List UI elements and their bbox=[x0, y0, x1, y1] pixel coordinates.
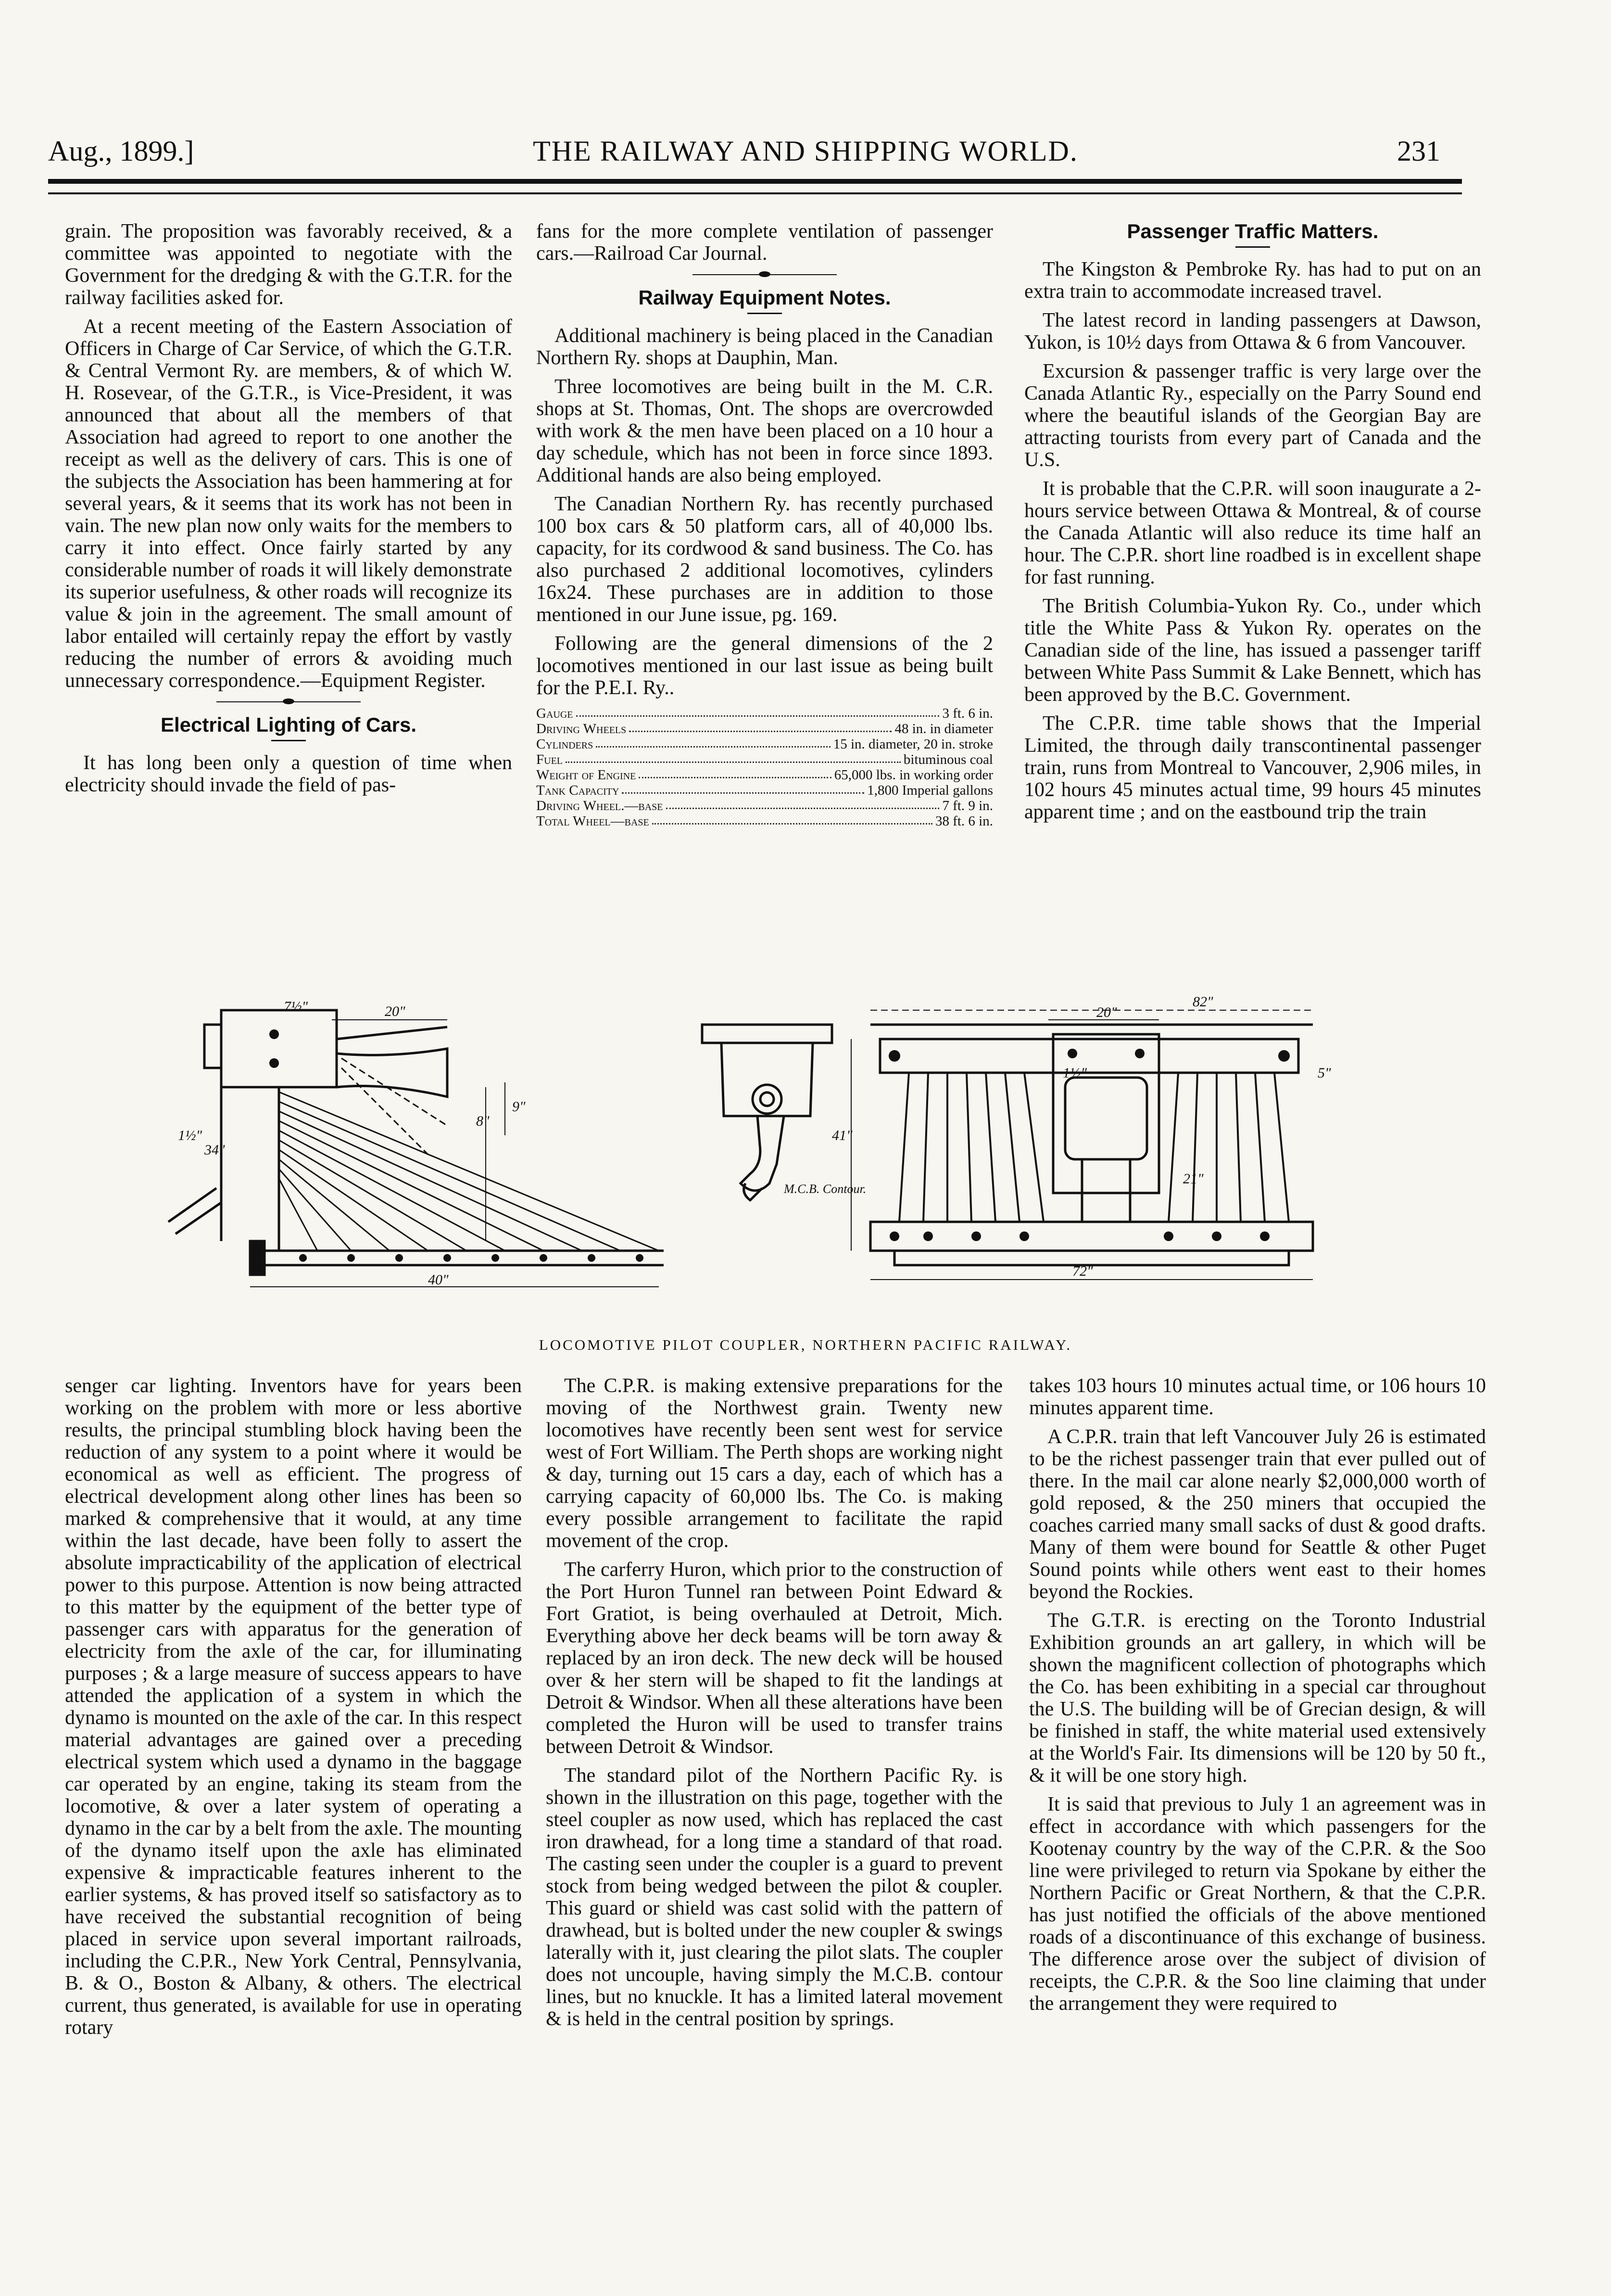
paragraph: grain. The proposition was favorably received, & a committee was appointed to negotiate with the Government for the dredging & with the G.T.R. for the railway facilities asked for. bbox=[65, 220, 512, 309]
spec-row bbox=[536, 798, 993, 813]
dim-label: 41" bbox=[832, 1128, 853, 1143]
dim-label: 8" bbox=[476, 1113, 490, 1129]
end-elevation bbox=[702, 1025, 832, 1200]
spec-value: 65,000 lbs. in working order bbox=[834, 767, 993, 783]
header-rule-thick bbox=[48, 179, 1462, 184]
spec-key: Driving Wheels bbox=[536, 721, 627, 736]
section-heading: Electrical Lighting of Cars. bbox=[160, 713, 417, 736]
paragraph: takes 103 hours 10 minutes actual time, or 106 hours 10 minutes apparent time. bbox=[1029, 1375, 1486, 1419]
spec-row bbox=[536, 813, 993, 829]
paragraph: fans for the more complete ventilation of passenger cars.—Railroad Car Journal. bbox=[536, 220, 993, 265]
column-4 bbox=[65, 1375, 522, 2045]
section-heading: Passenger Traffic Matters. bbox=[1127, 220, 1379, 242]
spec-key: Total Wheel—base bbox=[536, 813, 649, 829]
paragraph: The Kingston & Pembroke Ry. has had to put on an extra train to accommodate increased travel. bbox=[1024, 258, 1481, 303]
column-3 bbox=[1024, 220, 1481, 830]
dim-label: 40" bbox=[428, 1272, 449, 1288]
spec-key: Gauge bbox=[536, 706, 573, 721]
paragraph: Three locomotives are being built in the M. C.R. shops at St. Thomas, Ont. The shops are overcrowded with work & the men have been placed on a 10 hour a day schedule, which has not been in force since 1893. Additional hands are also being employed. bbox=[536, 376, 993, 486]
heading-dash bbox=[271, 740, 306, 741]
spec-value: 38 ft. 6 in. bbox=[935, 813, 993, 829]
spec-value: 15 in. diameter, 20 in. stroke bbox=[833, 736, 993, 752]
spec-row bbox=[536, 767, 993, 783]
dim-label: 1½" bbox=[1063, 1065, 1087, 1081]
header-date: Aug., 1899.] bbox=[48, 135, 194, 167]
paragraph: At a recent meeting of the Eastern Association of Officers in Charge of Car Service, of which the G.T.R. & Central Vermont Ry. are members, & of which W. H. Rosevear, of the G.T.R., is Vice-President, it was announced that about all the members of that Association had agreed to report to one another the receipt as well as the delivery of cars. This is one of the subjects the Association has been hammering at for several years, & it seems that its work has not been in vain. The new plan now only waits for the members to carry it into effect. Once fairly started by any considerable number of roads it will likely demonstrate its superior usefulness, & other roads will recognize its value & join in the agreement. The small amount of labor entailed will certainly repay the effort by vastly reducing the number of errors & avoiding much unnecessary correspondence.—Equipment Register. bbox=[65, 316, 512, 692]
dim-label: 1½" bbox=[178, 1128, 202, 1143]
spec-value: 1,800 Imperial gallons bbox=[867, 783, 993, 798]
dim-label: 5" bbox=[1318, 1065, 1331, 1081]
dim-label: 7½" bbox=[284, 999, 308, 1015]
spec-value: 7 ft. 9 in. bbox=[942, 798, 993, 813]
heading-dash bbox=[1235, 246, 1270, 248]
section-ornament bbox=[692, 273, 837, 276]
dim-label: 20" bbox=[385, 1003, 405, 1019]
paragraph: It is probable that the C.P.R. will soon inaugurate a 2-hours service between Ottawa & Montreal, & of course the Canada Atlantic will also reduce its time half an hour. The C.P.R. short line roadbed is in excellent shape for fast running. bbox=[1024, 478, 1481, 588]
spec-row bbox=[536, 706, 993, 721]
paragraph: Following are the general dimensions of the 2 locomotives mentioned in our last issue as being built for the P.E.I. Ry.. bbox=[536, 633, 993, 699]
paragraph: The G.T.R. is erecting on the Toronto Industrial Exhibition grounds an art gallery, in which will be shown the magnificent collection of photographs which the Co. has been exhibiting in a special car throughout the U.S. The building will be of Grecian design, & will be finished in staff, the white material used extensively at the World's Fair. Its dimensions will be 120 by 50 ft., & it will be one story high. bbox=[1029, 1610, 1486, 1787]
paragraph: Excursion & passenger traffic is very large over the Canada Atlantic Ry., especially on the Parry Sound end where the beautiful islands of the Georgian Bay are attracting tourists from every part of Canada and the U.S. bbox=[1024, 360, 1481, 471]
spec-row bbox=[536, 721, 993, 736]
column-2 bbox=[536, 220, 993, 829]
dim-label: 9" bbox=[512, 1099, 526, 1115]
heading-dash bbox=[747, 313, 782, 314]
spec-row bbox=[536, 752, 993, 767]
spec-value: 3 ft. 6 in. bbox=[942, 706, 993, 721]
paragraph: senger car lighting. Inventors have for years been working on the problem with more or less abortive results, the principal stumbling block having been the reduction of any system to a point where it would be economical as well as efficient. The progress of electrical development along other lines has been so marked & comprehensive that it would, at any time within the last decade, have been folly to assert the absolute impracticability of the application of electrical power to this purpose. Attention is now being attracted to this matter by the equipment of the better type of passenger cars with apparatus for the generation of electricity from the axle of the car, for illuminating purposes ; & a large measure of success appears to have attended the application of a system in which the dynamo is mounted on the axle of the car. In this respect material advantages are gained over a preceding electrical system which used a dynamo in the baggage car operated by an engine, taking its steam from the locomotive, & over a later system of operating a dynamo in the car by a belt from the axle. The mounting of the dynamo itself upon the axle has eliminated expensive & impracticable features inherent to the earlier systems, & has proved itself so satisfactory as to have received the substantial recognition of being placed in service upon several important railroads, including the C.P.R., New York Central, Pennsylvania, B. & O., Boston & Albany, & others. The electrical current, thus generated, is available for use in operating rotary bbox=[65, 1375, 522, 2039]
column-1 bbox=[65, 220, 512, 803]
paragraph: The standard pilot of the Northern Pacific Ry. is shown in the illustration on this page, together with the steel coupler as now used, which has replaced the cast iron drawhead, for a long time a standard of that road. The casting seen under the coupler is a guard to prevent stock from being wedged between the pilot & coupler. This guard or shield was cast solid with the pattern of drawhead, but is bolted under the new coupler & swings laterally with it, just clearing the pilot slats. The coupler does not uncouple, having simply the M.C.B. contour lines, but no knuckle. It has a limited lateral movement & is held in the central position by springs. bbox=[546, 1764, 1003, 2030]
spec-key: Tank Capacity bbox=[536, 783, 619, 798]
dim-label: 34" bbox=[204, 1142, 225, 1158]
spec-value: 48 in. in diameter bbox=[894, 721, 993, 736]
figure-caption: LOCOMOTIVE PILOT COUPLER, NORTHERN PACIFIC RAILWAY. bbox=[539, 1336, 1072, 1353]
contour-label: M.C.B. Contour. bbox=[784, 1182, 867, 1196]
paragraph: The C.P.R. time table shows that the Imperial Limited, the through daily transcontinental passenger train, runs from Montreal to Vancouver, 2,906 miles, in 102 hours 45 minutes actual time, 99 hours 45 minutes apparent time ; and on the eastbound trip the train bbox=[1024, 712, 1481, 823]
page-number: 231 bbox=[1397, 135, 1440, 167]
paragraph: The Canadian Northern Ry. has recently purchased 100 box cars & 50 platform cars, all of 40,000 lbs. capacity, for its cordwood & sand business. The Co. has also purchased 2 additional locomotives, cylinders 16x24. These purchases are in addition to those mentioned in our June issue, pg. 169. bbox=[536, 493, 993, 626]
column-5 bbox=[546, 1375, 1003, 2037]
paragraph: It has long been only a question of time when electricity should invade the field of pas- bbox=[65, 752, 512, 796]
header-title: THE RAILWAY AND SHIPPING WORLD. bbox=[533, 135, 1078, 167]
header-rule-thin bbox=[48, 192, 1462, 194]
paragraph: The latest record in landing passengers at Dawson, Yukon, is 10½ days from Ottawa & 6 from Vancouver. bbox=[1024, 309, 1481, 354]
paragraph: The C.P.R. is making extensive preparations for the moving of the Northwest grain. Twenty new locomotives have recently been sent west for service west of Fort William. The Perth shops are working night & day, turning out 15 cars a day, each of which has a carrying capacity of 60,000 lbs. The Co. is making every possible arrangement to facilitate the rapid movement of the crop. bbox=[546, 1375, 1003, 1552]
section-heading: Railway Equipment Notes. bbox=[638, 286, 891, 309]
spec-row bbox=[536, 783, 993, 798]
dim-label: 21" bbox=[1183, 1171, 1204, 1187]
spec-row bbox=[536, 736, 993, 752]
spec-key: Cylinders bbox=[536, 736, 593, 752]
plan-view bbox=[851, 1010, 1313, 1280]
dim-label: 20" bbox=[1096, 1004, 1117, 1020]
paragraph: It is said that previous to July 1 an agreement was in effect in accordance with which passengers for the Kootenay country by the way of the C.P.R. & the Soo line were privileged to return via Spokane by either the Northern Pacific or Great Northern, & that the C.P.R. has just notified the officials of the above mentioned roads of a discontinuance of this exchange of business. The difference arose over the subject of division of receipts, the C.P.R. & the Soo line claiming that under the arrangement they were required to bbox=[1029, 1793, 1486, 2015]
section-ornament bbox=[216, 700, 361, 703]
paragraph: The British Columbia-Yukon Ry. Co., under which title the White Pass & Yukon Ry. operates on the Canadian side of the line, has issued a passenger tariff between White Pass Summit & Lake Bennett, which has been approved by the B.C. Government. bbox=[1024, 595, 1481, 706]
paragraph: Additional machinery is being placed in the Canadian Northern Ry. shops at Dauphin, Man. bbox=[536, 325, 993, 369]
spec-key: Driving Wheel.—base bbox=[536, 798, 663, 813]
spec-table bbox=[536, 706, 993, 829]
spec-value: bituminous coal bbox=[903, 752, 993, 767]
paragraph: A C.P.R. train that left Vancouver July 26 is estimated to be the richest passenger train that ever pulled out of there. In the mail car alone nearly $2,000,000 worth of gold reposed, & the 250 miners that occupied the coaches carried many small sacks of dust & good drafts. Many of them were bound for Seattle & other Puget Sound points while others went east to their homes beyond the Rockies. bbox=[1029, 1426, 1486, 1603]
paragraph: The carferry Huron, which prior to the construction of the Port Huron Tunnel ran between Point Edward & Fort Gratiot, is being overhauled at Detroit, Mich. Everything above her deck beams will be torn away & replaced by an iron deck. The new deck will be housed over & her stern will be shaped to fit the landings at Detroit & Windsor. When all these alterations have been completed the Huron will be used to transfer trains between Detroit & Windsor. bbox=[546, 1559, 1003, 1758]
side-elevation bbox=[168, 1010, 664, 1287]
column-6 bbox=[1029, 1375, 1486, 2021]
pilot-coupler-drawing bbox=[159, 981, 1457, 1318]
spec-key: Weight of Engine bbox=[536, 767, 636, 783]
dim-label: 72" bbox=[1072, 1263, 1093, 1279]
spec-key: Fuel bbox=[536, 752, 563, 767]
dim-label: 82" bbox=[1193, 994, 1213, 1010]
